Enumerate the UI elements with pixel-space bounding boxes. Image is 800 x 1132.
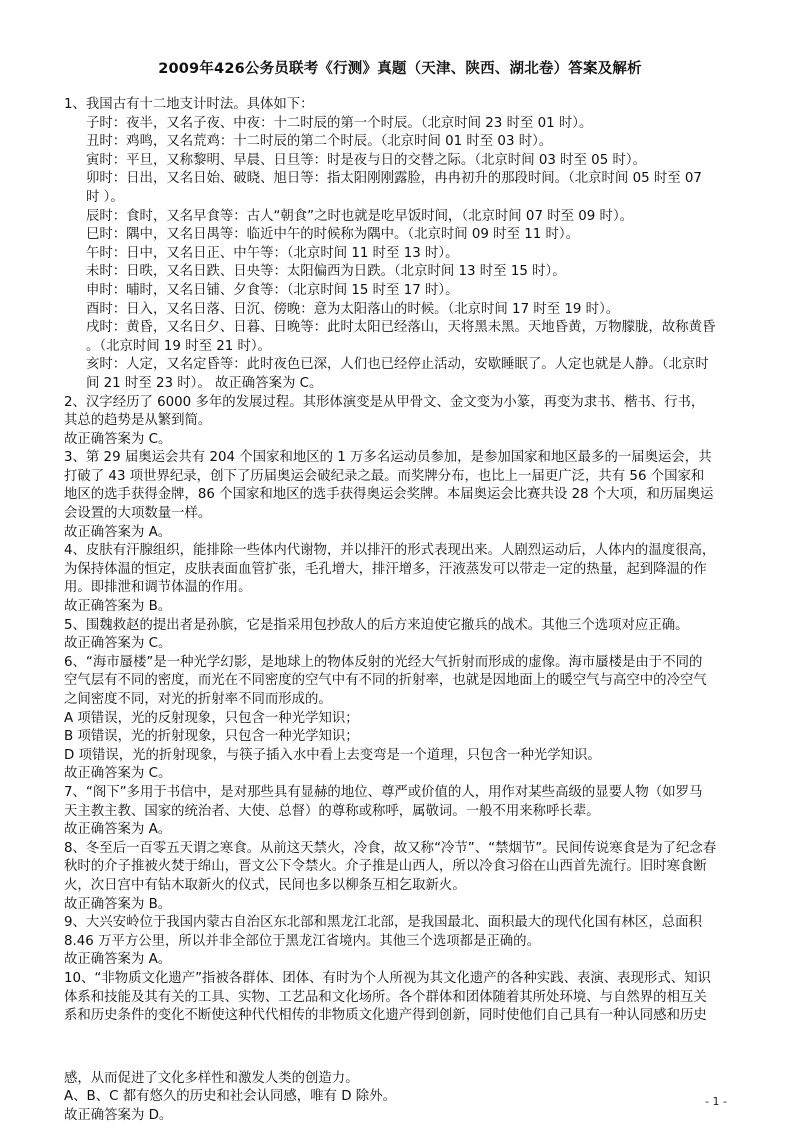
- text-line: 故正确答案为 D。: [64, 1107, 173, 1123]
- text-line: 故正确答案为 C。: [64, 636, 172, 652]
- text-line: 会设置的大项数量一样。: [64, 506, 212, 522]
- page-gap: [64, 1026, 744, 1070]
- text-line: 空气层有不同的密度，而光在不同密度的空气中有不同的折射率，也就是因地面上的暖空气与高空中的冷空气: [64, 673, 707, 689]
- text-line: 地区的选手获得金牌，86 个国家和地区的选手获得奥运会奖牌。本届奥运会比赛共设 28 个大项，和历届奥运: [64, 487, 714, 503]
- text-line: 巳时：隅中，又名日禺等：临近中午的时候称为隅中。（北京时间 09 时至 11 时）。: [86, 227, 579, 243]
- text-line: 戌时：黄昏，又名日夕、日暮、日晚等：此时太阳已经落山，天将黑未黑。天地昏黄，万物朦胧，故称黄昏: [86, 320, 716, 336]
- text-line: 。（北京时间 19 时至 21 时）。: [86, 338, 272, 354]
- text-line: 故正确答案为 C。: [64, 431, 172, 447]
- text-line: 7、“阁下”多用于书信中，是对那些具有显赫的地位、尊严或价值的人，用作对某些高级的显要人物（如罗马: [64, 784, 703, 800]
- text-line: A 项错误，光的反射现象，只包含一种光学知识；: [64, 710, 359, 726]
- text-line: 酉时：日入，又名日落、日沉、傍晚：意为太阳落山的时候。（北京时间 17 时至 19 时）。: [86, 301, 620, 317]
- text-line: 故正确答案为 B。: [64, 896, 172, 912]
- text-line: 子时：夜半，又名子夜、中夜：十二时辰的第一个时辰。（北京时间 23 时至 01 时）。: [86, 115, 593, 131]
- text-line: 3、第 29 届奥运会共有 204 个国家和地区的 1 万多名运动员参加，是参加国家和地区最多的一届奥运会，共: [64, 450, 712, 466]
- text-line: 故正确答案为 A。: [64, 822, 172, 838]
- text-line: 故正确答案为 C。: [64, 766, 172, 782]
- text-line: 其总的趋势是从繁到简。: [64, 413, 212, 429]
- text-line: 5、围魏救赵的提出者是孙膑，它是指采用包抄敌人的后方来迫使它撤兵的战术。其他三个选项对应正确。: [64, 617, 689, 633]
- text-line: 间 21 时至 23 时）。 故正确答案为 C。: [86, 375, 323, 391]
- text-line: 为保持体温的恒定，皮肤表面血管扩张，毛孔增大，排汗增多，汗液蒸发可以带走一定的热量，起到降温的作: [64, 561, 707, 577]
- text-line: 申时：晡时，又名日铺、夕食等：（北京时间 15 时至 17 时）。: [86, 282, 459, 298]
- text-line: B 项错误，光的折射现象，只包含一种光学知识；: [64, 729, 359, 745]
- text-line: 天主教主教、国家的统治者、大使、总督）的尊称或称呼，属敬词。一般不用来称呼长辈。: [64, 803, 600, 819]
- text-line: 感，从而促进了文化多样性和激发人类的创造力。: [64, 1070, 359, 1086]
- text-line: 火，次日宫中有钻木取新火的仪式，民间也多以柳条互相乞取新火。: [64, 877, 466, 893]
- text-line: 系和历史条件的变化不断使这种代代相传的非物质文化遗产得到创新，同时使他们自己具有一种认同感和历史: [64, 1008, 707, 1024]
- text-line: 8.46 万平方公里，所以并非全部位于黑龙江省境内。其他三个选项都是正确的。: [64, 933, 540, 949]
- text-line: 亥时：人定，又名定昏等：此时夜色已深，人们也已经停止活动，安歇睡眠了。人定也就是人静。（北京时: [86, 357, 709, 373]
- text-line: 2、汉字经历了 6000 多年的发展过程。其形体演变是从甲骨文、金文变为小篆，再变为隶书、楷书、行书，: [64, 394, 705, 410]
- document-body: [64, 96, 744, 1125]
- text-line: 故正确答案为 A。: [64, 524, 172, 540]
- text-line: 9、大兴安岭位于我国内蒙古自治区东北部和黑龙江北部，是我国最北、面积最大的现代化国有林区，总面积: [64, 915, 702, 931]
- text-line: 10、“非物质文化遗产”指被各群体、团体、有时为个人所视为其文化遗产的各种实践、表演、表现形式、知识: [64, 970, 711, 986]
- text-line: 午时：日中，又名日正、中午等：（北京时间 11 时至 13 时）。: [86, 245, 459, 261]
- text-line: 丑时：鸡鸣，又名荒鸡：十二时辰的第二个时辰。（北京时间 01 时至 03 时）。: [86, 134, 553, 150]
- text-line: A、B、C 都有悠久的历史和社会认同感，唯有 D 除外。: [64, 1089, 396, 1105]
- text-line: 之间密度不同，对光的折射率不同而形成的。: [64, 692, 332, 707]
- text-line: 卯时：日出，又名日始、破晓、旭日等：指太阳刚刚露脸，冉冉初升的那段时间。（北京时间 05 时至 07: [86, 171, 702, 187]
- text-line: 故正确答案为 B。: [64, 599, 172, 615]
- page-number: - 1 -: [705, 1095, 727, 1108]
- text-line: 8、冬至后一百零五天谓之寒食。从前这天禁火，冷食，故又称“冷节”、“禁烟节”。民间传说寒食是为了纪念春: [64, 840, 717, 856]
- text-line: 故正确答案为 A。: [64, 952, 172, 968]
- text-line: D 项错误，光的折射现象，与筷子插入水中看上去变弯是一个道理，只包含一种光学知识。: [64, 747, 601, 763]
- text-line: 辰时：食时，又名早食等：古人“朝食”之时也就是吃早饭时间，（北京时间 07 时至 09 时）。: [86, 208, 634, 224]
- text-line: 6、“海市蜃楼”是一种光学幻影，是地球上的物体反射的光经大气折射而形成的虚像。海市蜃楼是由于不同的: [64, 654, 703, 670]
- text-line: 未时：日昳，又名日跌、日央等：太阳偏西为日跌。（北京时间 13 时至 15 时）。: [86, 264, 566, 280]
- text-line: 1、我国古有十二地支计时法。具体如下：: [64, 97, 314, 112]
- document-title: 2009年426公务员联考《行测》真题（天津、陕西、湖北卷）答案及解析: [158, 61, 642, 77]
- text-line: 时 ）。: [86, 189, 124, 205]
- text-line: 秋时的介子推被火焚于绵山，晋文公下令禁火。介子推是山西人，所以冷食习俗在山西首先流行。旧时寒食断: [64, 859, 707, 875]
- text-line: 寅时：平旦，又称黎明、早晨、日旦等：时是夜与日的交替之际。（北京时间 03 时至 05 时）。: [86, 152, 646, 168]
- text-line: 打破了 43 项世界纪录，创下了历届奥运会破纪录之最。而奖牌分布，也比上一届更广泛，共有 56 个国家和: [64, 468, 705, 484]
- text-line: 体系和技能及其有关的工具、实物、工艺品和文化场所。各个群体和团体随着其所处环境、与自然界的相互关: [64, 989, 707, 1005]
- text-line: 用。即排泄和调节体温的作用。: [64, 580, 252, 596]
- text-line: 4、皮肤有汗腺组织，能排除一些体内代谢物，并以排汗的形式表现出来。人剧烈运动后，人体内的温度很高，: [64, 543, 716, 559]
